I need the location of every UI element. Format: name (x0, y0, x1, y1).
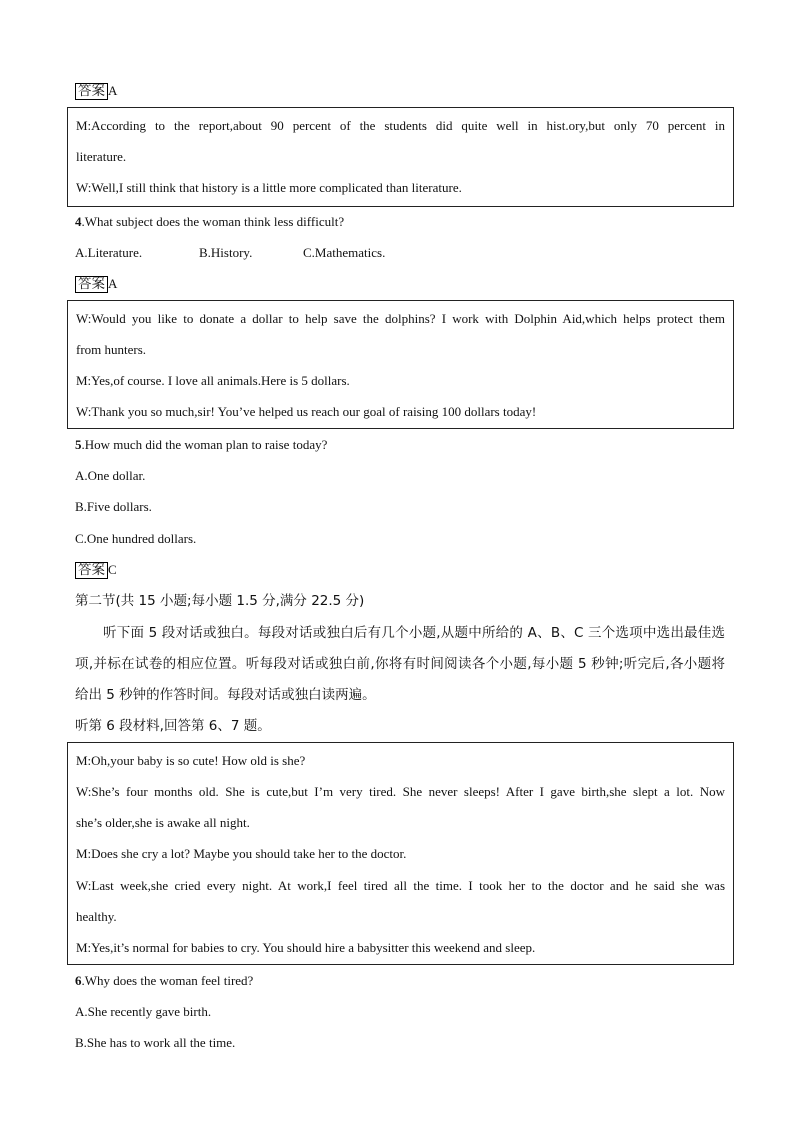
answer-row-q5 (75, 562, 117, 579)
answer-row-q3 (75, 83, 117, 100)
section-title: 第二节(共 15 小题;每小题 1.5 分,满分 22.5 分) (75, 593, 365, 609)
transcript-line: M:Oh,your baby is so cute! How old is she? (76, 753, 306, 768)
answer-value: C (108, 562, 117, 577)
question-number: 6 (75, 973, 82, 988)
q4-option-c: C.Mathematics. (303, 245, 386, 260)
answer-label: 答案 (75, 276, 108, 293)
question-number: 5 (75, 437, 82, 452)
q5-option-a: A.One dollar. (75, 468, 146, 483)
section-instructions-line: 给出 5 秒钟的作答时间。每段对话或独白读两遍。 (75, 687, 376, 703)
transcript-line: literature. (76, 149, 127, 164)
transcript-box-q5 (67, 300, 734, 429)
section-instructions-line: 听下面 5 段对话或独白。每段对话或独白后有几个小题,从题中所给的 A、B、C 三个选项中选出最佳选 (103, 625, 725, 641)
passage-intro: 听第 6 段材料,回答第 6、7 题。 (75, 718, 271, 734)
transcript-line: M:Yes,it’s normal for babies to cry. You should hire a babysitter this weekend and sleep. (76, 940, 536, 955)
question-text: .How much did the woman plan to raise today? (81, 437, 328, 452)
transcript-line: M:According to the report,about 90 percent of the students did quite well in hist.ory,but only 70 percent in (76, 118, 725, 133)
q4-option-b: B.History. (199, 245, 253, 260)
transcript-line: from hunters. (76, 342, 147, 357)
answer-label: 答案 (75, 562, 108, 579)
transcript-line: she’s older,she is awake all night. (76, 815, 250, 830)
q5-option-c: C.One hundred dollars. (75, 531, 197, 546)
question-text: .What subject does the woman think less difficult? (81, 214, 345, 229)
transcript-line: healthy. (76, 909, 117, 924)
question-4 (75, 214, 344, 230)
question-text: .Why does the woman feel tired? (81, 973, 254, 988)
question-number: 4 (75, 214, 82, 229)
answer-row-q4 (75, 276, 117, 293)
section-instructions-line: 项,并标在试卷的相应位置。听每段对话或独白前,你将有时间阅读各个小题,每小题 5 秒钟;听完后,各小题将 (75, 656, 725, 672)
transcript-line: W:Well,I still think that history is a little more complicated than literature. (76, 180, 462, 195)
q4-option-a: A.Literature. (75, 245, 143, 260)
transcript-line: W:She’s four months old. She is cute,but I’m very tired. She never sleeps! After I gave birth,she slept a lot. Now (76, 784, 725, 799)
question-5 (75, 437, 327, 453)
transcript-line: W:Would you like to donate a dollar to help save the dolphins? I work with Dolphin Aid,which helps protect them (76, 311, 725, 326)
transcript-line: M:Yes,of course. I love all animals.Here is 5 dollars. (76, 373, 350, 388)
question-6 (75, 973, 253, 989)
answer-label: 答案 (75, 83, 108, 100)
transcript-line: M:Does she cry a lot? Maybe you should take her to the doctor. (76, 846, 407, 861)
q6-option-b: B.She has to work all the time. (75, 1035, 236, 1050)
q5-option-b: B.Five dollars. (75, 499, 152, 514)
transcript-box-q4 (67, 107, 734, 207)
q6-option-a: A.She recently gave birth. (75, 1004, 212, 1019)
transcript-line: W:Thank you so much,sir! You’ve helped us reach our goal of raising 100 dollars today! (76, 404, 537, 419)
transcript-line: W:Last week,she cried every night. At work,I feel tired all the time. I took her to the doctor and he said she was (76, 878, 725, 893)
transcript-box-passage-6 (67, 742, 734, 965)
answer-value: A (108, 276, 118, 291)
answer-value: A (108, 83, 118, 98)
